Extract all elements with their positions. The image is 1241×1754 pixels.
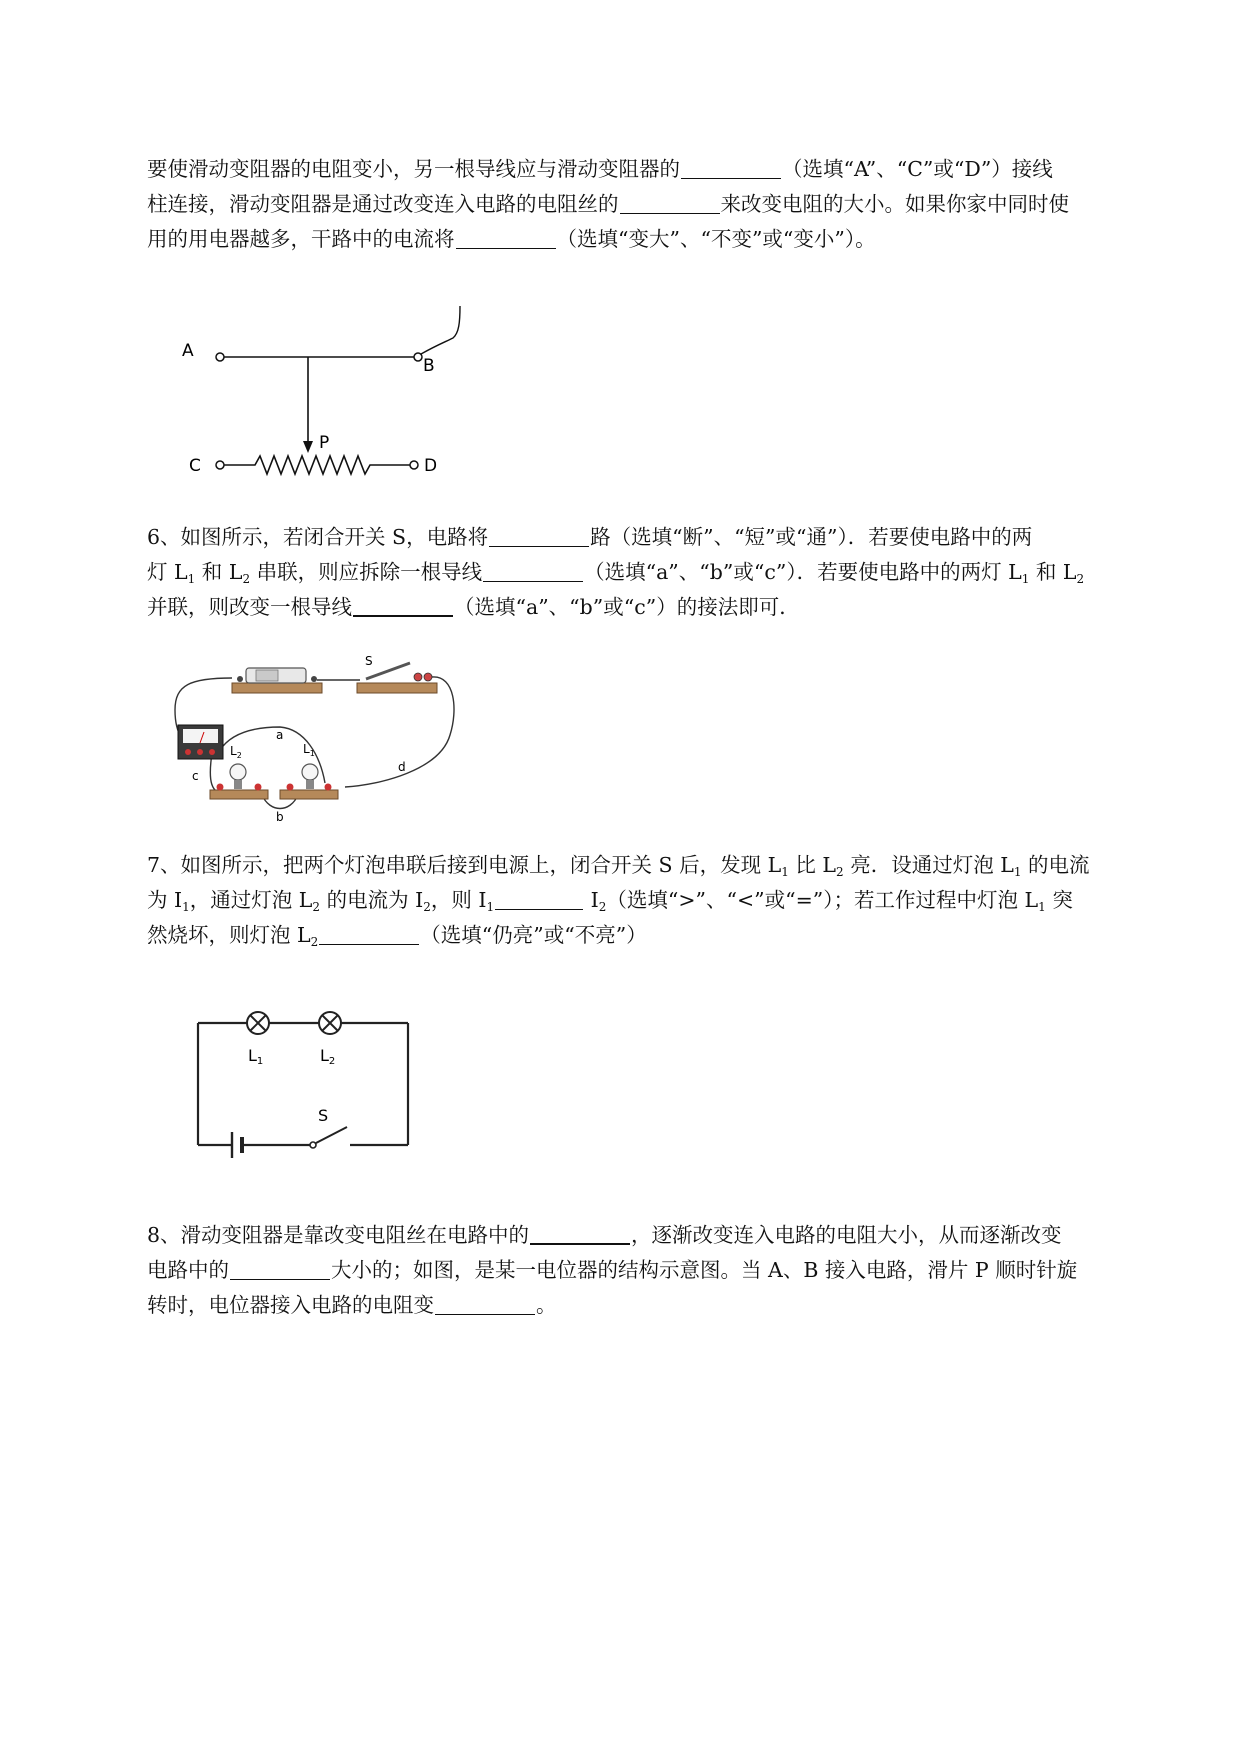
q8-line2-b: 大小的；如图，是某一电位器的结构示意图。当 A、B 接入电路，滑片 P 顺时针旋 — [331, 1258, 1078, 1282]
lamp-l2-subscript: 2 — [236, 751, 242, 760]
ammeter-terminal-icon — [185, 749, 191, 755]
q7-sub: 2 — [598, 900, 607, 914]
q7-sub: 1 — [486, 900, 495, 914]
question-6-text — [147, 520, 1147, 625]
lamp-l2-letter: L — [320, 1046, 329, 1065]
q6-sub: 2 — [1076, 572, 1085, 586]
lamp-l1-base — [280, 790, 338, 799]
switch-label-s: S — [365, 655, 373, 668]
lamp-l1-icon — [247, 1012, 269, 1034]
wire-label-c: c — [192, 769, 199, 783]
lamp-terminal-icon — [325, 784, 332, 791]
q6-line2-d: （选填“a”、“b”或“c”）．若要使电路中的两灯 L — [584, 560, 1022, 584]
rheostat-label-c: C — [189, 456, 201, 476]
q6-sub: 2 — [242, 572, 251, 586]
lamp-l2-socket — [234, 780, 242, 789]
q7-sub: 1 — [1038, 900, 1046, 914]
series-circuit-figure — [190, 995, 420, 1175]
q5-blank-2[interactable] — [620, 191, 720, 214]
lamp-l1-letter: L — [248, 1046, 257, 1065]
q5-line2-b: 来改变电阻的大小。如果你家中同时使 — [720, 192, 1069, 216]
ammeter-terminal-icon — [197, 749, 203, 755]
q7-sub: 1 — [182, 900, 190, 914]
q7-blank-1[interactable] — [495, 887, 583, 910]
q7-line1-b: 比 L — [788, 853, 837, 877]
rheostat-label-a: A — [182, 341, 194, 361]
q5-line1-b: （选填“A”、“C”或“D”）接线 — [782, 157, 1053, 181]
ammeter-terminal-icon — [209, 749, 215, 755]
q7-line2-b: ，通过灯泡 L — [189, 888, 313, 912]
q6-line2-b: 和 L — [195, 560, 243, 584]
q7-line3-b: （选填“仍亮”或“不亮”） — [420, 923, 647, 947]
q6-sub: 1 — [1021, 572, 1030, 586]
q5-line2-a: 柱连接，滑动变阻器是通过改变连入电路的电阻丝的 — [147, 192, 619, 216]
wire-label-b: b — [276, 810, 284, 824]
lamp-l1-label — [303, 742, 315, 758]
q7-line2-d: ，则 I — [430, 888, 487, 912]
lamp-terminal-icon — [255, 784, 262, 791]
q7-line2-f: （选填“>”、“<”或“=”）；若工作过程中灯泡 L — [606, 888, 1039, 912]
q8-line1-a: 8、滑动变阻器是靠改变电阻丝在电路中的 — [147, 1223, 530, 1247]
q5-line3-b: （选填“变大”、“不变”或“变小”）。 — [556, 227, 876, 251]
resistance-wire — [224, 456, 410, 474]
switch-terminal-icon — [414, 673, 422, 681]
question-5-text — [147, 152, 1147, 257]
q7-line2-a: 为 I — [147, 888, 183, 912]
q6-line3-a: 并联，则改变一根导线 — [147, 595, 352, 619]
terminal-c — [216, 461, 224, 469]
q7-sub: 1 — [781, 865, 789, 879]
physical-circuit-figure — [170, 655, 470, 825]
q8-blank-3[interactable] — [435, 1292, 535, 1315]
battery-label-band — [256, 670, 278, 681]
q8-line3-b: 。 — [536, 1293, 557, 1317]
q7-blank-2[interactable] — [319, 922, 419, 945]
switch-pivot-icon — [310, 1142, 316, 1148]
lamp-l1-bulb-icon — [302, 764, 318, 780]
terminal-a — [216, 353, 224, 361]
q5-line3-a: 用的用电器越多，干路中的电流将 — [147, 227, 455, 251]
lamp-l1-subscript: 1 — [256, 1056, 264, 1067]
rheostat-label-d: D — [424, 456, 438, 476]
q8-line3-a: 转时，电位器接入电路的电阻变 — [147, 1293, 434, 1317]
q7-line2-c: 的电流为 I — [320, 888, 424, 912]
q6-line2-e: 和 L — [1029, 560, 1077, 584]
q8-line2-a: 电路中的 — [147, 1258, 229, 1282]
q7-line2-g: 突 — [1045, 888, 1073, 912]
rheostat-label-p: P — [319, 433, 330, 453]
switch-terminal-icon — [424, 673, 432, 681]
q6-line2-a: 灯 L — [147, 560, 188, 584]
switch-blade-icon — [316, 1127, 347, 1143]
lamp-l1-socket — [306, 780, 314, 789]
q6-blank-2[interactable] — [483, 559, 583, 582]
q7-sub: 1 — [1013, 865, 1022, 879]
q5-blank-1[interactable] — [681, 156, 781, 179]
q6-line3-b: （选填“a”、“b”或“c”）的接法即可． — [454, 595, 800, 619]
connecting-wire — [421, 306, 460, 354]
switch-base — [357, 683, 437, 693]
lamp-l2-letter: L — [230, 744, 237, 758]
q6-line1-b: 路（选填“断”、“短”或“通”）．若要使电路中的两 — [590, 525, 1033, 549]
q7-line1-c: 亮．设通过灯泡 L — [843, 853, 1014, 877]
lamp-l1-letter: L — [303, 742, 310, 756]
lamp-terminal-icon — [217, 784, 224, 791]
question-7-text — [147, 848, 1147, 953]
q6-line1-a: 6、如图所示，若闭合开关 S，电路将 — [147, 525, 489, 549]
rheostat-label-b: B — [423, 356, 435, 376]
battery-terminal-icon — [311, 676, 317, 682]
q6-line2-c: 串联，则应拆除一根导线 — [250, 560, 483, 584]
battery-terminal-icon — [237, 676, 243, 682]
q6-blank-1[interactable] — [489, 524, 589, 547]
lamp-l2-bulb-icon — [230, 764, 246, 780]
wire-label-a: a — [276, 728, 284, 742]
q5-line1-a: 要使滑动变阻器的电阻变小，另一根导线应与滑动变阻器的 — [147, 157, 680, 181]
q7-line1-a: 7、如图所示，把两个灯泡串联后接到电源上，闭合开关 S 后，发现 L — [147, 853, 782, 877]
q8-blank-1[interactable] — [530, 1221, 630, 1245]
battery-base — [232, 683, 322, 693]
q7-sub: 2 — [836, 865, 844, 879]
terminal-b — [414, 353, 422, 361]
q7-sub: 2 — [310, 935, 319, 949]
terminal-d — [410, 461, 418, 469]
slider-arrow — [303, 441, 313, 453]
q7-line1-d: 的电流 — [1021, 853, 1090, 877]
q6-sub: 1 — [187, 572, 196, 586]
q8-line1-b: ，逐渐改变连入电路的电阻大小，从而逐渐改变 — [631, 1223, 1062, 1247]
q5-blank-3[interactable] — [456, 226, 556, 249]
lamp-l2-base — [210, 790, 268, 799]
lamp-l2-label — [320, 1046, 335, 1067]
lamp-l1-label — [248, 1046, 263, 1067]
lamp-l2-subscript: 2 — [328, 1056, 336, 1067]
q7-sub: 2 — [423, 900, 431, 914]
q8-blank-2[interactable] — [230, 1257, 330, 1280]
lamp-l1-subscript: 1 — [309, 749, 315, 758]
rheostat-figure — [175, 300, 475, 480]
switch-label-s: S — [318, 1106, 329, 1125]
q7-sub: 2 — [312, 900, 321, 914]
q7-line3-a: 然烧坏，则灯泡 L — [147, 923, 311, 947]
lamp-l2-label — [230, 744, 242, 760]
question-8-text — [147, 1218, 1147, 1323]
lamp-l2-icon — [319, 1012, 341, 1034]
lamp-terminal-icon — [287, 784, 294, 791]
q6-blank-3[interactable] — [353, 593, 453, 617]
wire-label-d: d — [398, 760, 406, 774]
q7-line2-e: I — [584, 888, 599, 912]
